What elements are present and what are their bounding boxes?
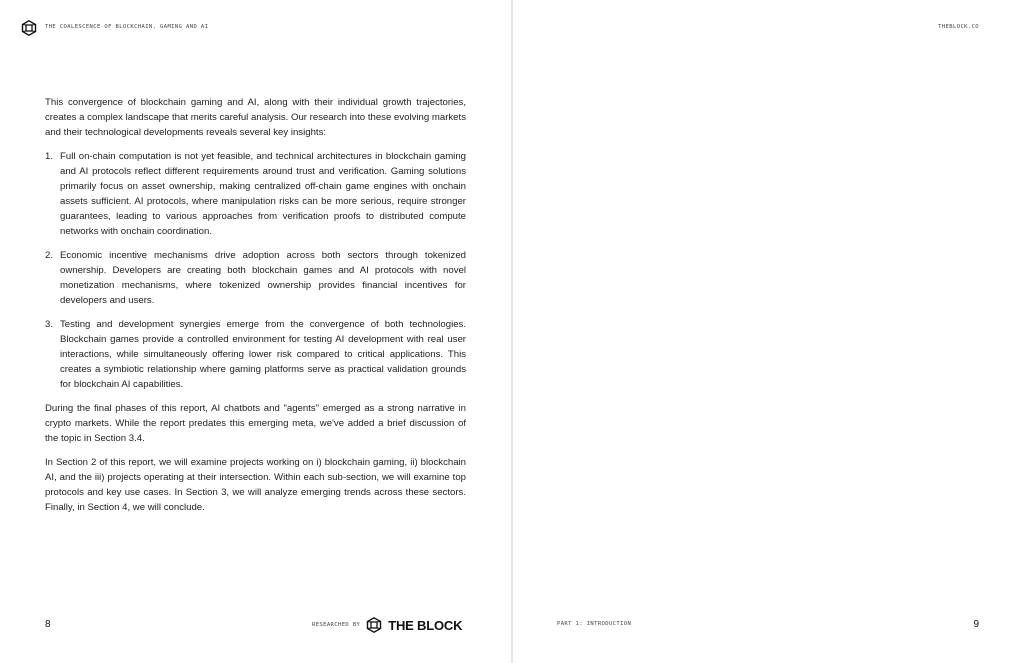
list-item [45,317,466,392]
sections-paragraph: In Section 2 of this report, we will examine projects working on i) blockchain gaming, ii) blockchain AI, and the iii) projects operating at their intersection. Within each sub-section, we will examine top protocols and key use cases. In Section 3, we will analyze emerging trends across these sectors. Finally, in Section 4, we will conclude. [45,457,466,513]
list-item [45,149,466,239]
list-number: 2. [45,250,54,261]
the-block-cube-icon [21,20,37,36]
running-head-title: THE COALESCENCE OF BLOCKCHAIN, GAMING AND AI [45,24,209,30]
right-page [513,0,1024,663]
body-text [45,95,466,524]
list-text: Economic incentive mechanisms drive adoption across both sectors through tokenized ownership. Developers are creating both blockchain games and AI protocols with novel monetization mechanisms, where tokenized ownership provides financial incentives for developers and users. [60,250,466,306]
agents-paragraph: During the final phases of this report, AI chatbots and "agents" emerged as a strong narrative in crypto markets. While the report predates this emerging meta, we've added a brief discussion of the topic in Section 3.4. [45,403,466,444]
list-number: 3. [45,319,54,330]
researched-by-label: RESEARCHED BY [312,622,361,628]
running-head-url: THEBLOCK.CO [938,24,979,30]
list-number: 1. [45,151,54,162]
insights-list [45,149,466,392]
intro-paragraph: This convergence of blockchain gaming and AI, along with their individual growth trajectories, creates a complex landscape that merits careful analysis. Our research into these evolving markets and their technological developments reveals several key insights: [45,97,466,138]
page-number-left: 8 [45,619,51,630]
list-text: Testing and development synergies emerge from the convergence of both technologies. Blockchain games provide a controlled environment for testing AI development with real user interactions, while simultaneously offering lower risk compared to critical applications. This creates a symbiotic relationship where gaming platforms serve as practical validation grounds for blockchain AI capabilities. [60,319,466,390]
section-label: PART 1: INTRODUCTION [557,621,632,627]
footer-brand [312,615,462,635]
page-number-right: 9 [973,619,979,630]
left-page [0,0,511,663]
list-text: Full on-chain computation is not yet feasible, and technical architectures in blockchain gaming and AI protocols reflect different requirements around trust and verification. Gaming solutions primarily focus on asset ownership, making centralized off-chain game engines with onchain assets sufficient. AI protocols, where manipulation risks can be more serious, require stronger guarantees, leading to various approaches from verification proofs to distributed compute networks with onchain coordination. [60,151,466,237]
list-item [45,248,466,308]
brand-name: THE BLOCK [388,617,463,633]
the-block-logo-icon [366,617,382,633]
